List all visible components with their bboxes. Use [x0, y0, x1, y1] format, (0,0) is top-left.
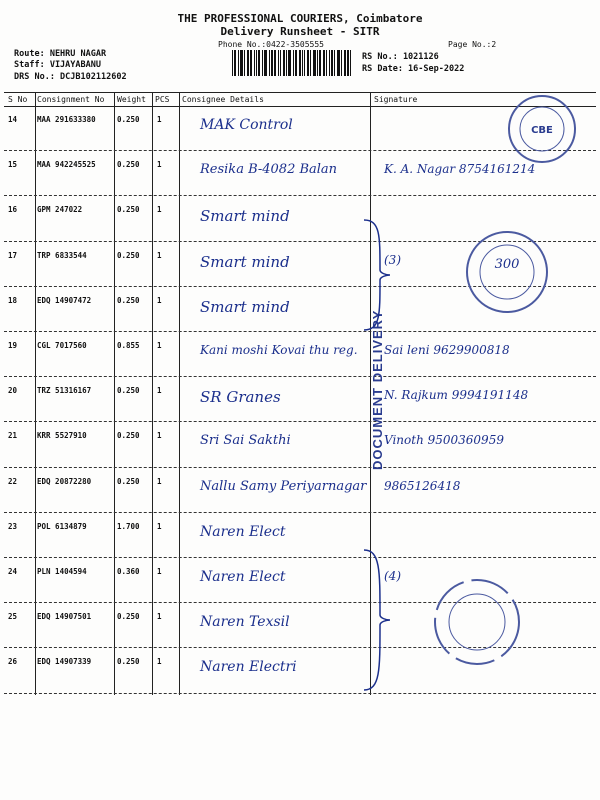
row-sno: 26 [8, 657, 18, 667]
row-consignment-no: PLN 1404594 [37, 567, 87, 576]
row-consignee-handwritten: Sri Sai Sakthi [200, 433, 291, 449]
row-weight: 0.250 [117, 386, 140, 396]
row-consignment-no: EDQ 20872280 [37, 476, 92, 486]
seal-code: CBE [531, 125, 553, 136]
row-signature: Sai leni 9629900818 [384, 343, 510, 357]
row-weight: 1.700 [117, 521, 140, 531]
row-weight: 0.250 [117, 205, 140, 215]
row-sno: 25 [8, 612, 18, 622]
row-signature: (3) [384, 252, 401, 267]
row-consignment-no: KRR 5527910 [37, 431, 87, 441]
courier-seal-mid [463, 228, 551, 316]
row-pcs: 1 [157, 476, 162, 486]
barcode-bar [280, 50, 281, 76]
courier-seal-top [505, 92, 580, 167]
row-signature: Vinoth 9500360959 [384, 433, 504, 448]
row-consignee-handwritten: Nallu Samy Periyarnagar [200, 478, 367, 494]
row-sno: 19 [8, 341, 18, 350]
row-pcs: 1 [157, 521, 162, 531]
row-consignment-no: TRZ 51316167 [37, 386, 92, 396]
row-sno: 22 [8, 476, 18, 486]
row-separator [4, 421, 596, 422]
row-sno: 20 [8, 386, 18, 396]
row-weight: 0.250 [117, 115, 140, 124]
row-consignee-handwritten: Naren Electri [200, 659, 297, 676]
barcode-bar [232, 50, 233, 76]
col-divider [114, 92, 115, 695]
row-pcs: 1 [157, 295, 162, 305]
row-consignee-handwritten: Naren Elect [200, 523, 286, 540]
barcode-bar [295, 50, 297, 76]
row-pcs: 1 [157, 250, 162, 260]
row-pcs: 1 [157, 612, 162, 622]
row-separator [4, 693, 596, 694]
row-sno: 16 [8, 205, 18, 215]
row-sno: 15 [8, 160, 18, 170]
barcode-bar [288, 50, 291, 76]
row-weight: 0.250 [117, 160, 140, 170]
row-consignment-no: EDQ 14907472 [37, 295, 92, 305]
row-consignment-no: TRP 6833544 [37, 250, 87, 260]
drs-number: DRS No.: DCJB102112602 [14, 72, 127, 82]
row-weight: 0.360 [117, 567, 140, 576]
barcode-bar [313, 50, 316, 76]
barcode-bar [317, 50, 318, 76]
row-consignee-handwritten: Naren Texsil [200, 614, 290, 631]
row-sno: 14 [8, 115, 18, 124]
row-consignment-no: MAA 291633380 [37, 115, 96, 124]
row-weight: 0.250 [117, 612, 140, 622]
barcode [232, 50, 354, 76]
barcode-bar [319, 50, 321, 76]
row-separator [4, 557, 596, 558]
row-consignment-no: MAA 942245525 [37, 160, 96, 170]
row-consignment-no: EDQ 14907501 [37, 612, 92, 622]
row-pcs: 1 [157, 431, 162, 441]
page-number: Page No.:2 [448, 40, 497, 49]
row-sno: 24 [8, 567, 18, 576]
row-separator [4, 512, 596, 513]
barcode-bar [234, 50, 236, 76]
row-weight: 0.855 [117, 341, 140, 350]
row-consignee-handwritten: Smart mind [200, 297, 290, 316]
row-weight: 0.250 [117, 657, 140, 667]
row-sno: 23 [8, 521, 18, 531]
barcode-bar [299, 50, 301, 76]
seal-mark: 300 [494, 257, 520, 272]
row-separator [4, 331, 596, 332]
col-header-consignee: Consignee Details [182, 95, 264, 104]
barcode-bar [256, 50, 257, 76]
col-divider [152, 92, 153, 695]
row-consignee-handwritten: Smart mind [200, 252, 290, 271]
row-signature: K. A. Nagar 8754161214 [384, 162, 536, 177]
rs-number: RS No.: 1021126 [362, 52, 439, 62]
row-pcs: 1 [157, 115, 162, 124]
row-sno: 17 [8, 250, 18, 260]
row-pcs: 1 [157, 386, 162, 396]
row-consignment-no: POL 6134879 [37, 521, 87, 531]
barcode-bar [240, 50, 243, 76]
document-delivery-stamp: DOCUMENT DELIVERY [370, 309, 385, 470]
barcode-bar [247, 50, 249, 76]
barcode-bar [331, 50, 333, 76]
col-divider [179, 92, 180, 695]
row-pcs: 1 [157, 567, 162, 576]
barcode-bar [293, 50, 294, 76]
courier-seal-bottom [430, 575, 525, 670]
row-consignment-no: EDQ 14907339 [37, 657, 92, 667]
row-separator [4, 376, 596, 377]
row-consignment-no: CGL 7017560 [37, 341, 87, 350]
row-pcs: 1 [157, 205, 162, 215]
barcode-bar [250, 50, 252, 76]
row-weight: 0.250 [117, 476, 140, 486]
phone-number: Phone No.:0422-3505555 [218, 40, 324, 49]
row-signature: (4) [384, 569, 401, 583]
row-signature: N. Rajkum 9994191148 [384, 388, 529, 403]
row-consignment-no: GPM 247022 [37, 205, 83, 215]
row-signature: 9865126418 [384, 478, 461, 493]
row-pcs: 1 [157, 657, 162, 667]
barcode-bar [264, 50, 267, 76]
group-brace-1 [362, 215, 392, 335]
barcode-bar [307, 50, 309, 76]
barcode-bar [334, 50, 335, 76]
route-label: Route: NEHRU NAGAR [14, 49, 107, 59]
barcode-bar [244, 50, 245, 76]
barcode-bar [274, 50, 276, 76]
barcode-bar [262, 50, 263, 76]
col-divider [35, 92, 36, 695]
row-weight: 0.250 [117, 295, 140, 305]
row-consignee-handwritten: MAK Control [200, 117, 293, 133]
row-consignee-handwritten: Resika B-4082 Balan [200, 162, 338, 178]
barcode-bar [337, 50, 340, 76]
barcode-bar [278, 50, 279, 76]
row-pcs: 1 [157, 341, 162, 350]
barcode-bar [323, 50, 325, 76]
runsheet-subtitle: Delivery Runsheet - SITR [220, 25, 380, 38]
barcode-bar [310, 50, 311, 76]
row-weight: 0.250 [117, 250, 140, 260]
row-sno: 21 [8, 431, 18, 441]
barcode-bar [238, 50, 239, 76]
group-brace-2 [362, 545, 392, 695]
barcode-bar [269, 50, 270, 76]
col-header-signature: Signature [374, 95, 418, 104]
row-weight: 0.250 [117, 431, 140, 441]
row-consignee-handwritten: Naren Elect [200, 569, 286, 585]
barcode-bar [326, 50, 327, 76]
row-separator [4, 467, 596, 468]
barcode-bar [258, 50, 260, 76]
row-consignee-handwritten: Kani moshi Kovai thu reg. [200, 343, 358, 357]
barcode-bar [286, 50, 287, 76]
row-consignee-handwritten: Smart mind [200, 207, 290, 226]
row-separator [4, 195, 596, 196]
col-header-weight: Weight [117, 95, 146, 104]
company-title: THE PROFESSIONAL COURIERS, Coimbatore [177, 12, 423, 25]
row-sno: 18 [8, 295, 18, 305]
barcode-bar [329, 50, 330, 76]
col-header-consignment: Consignment No [37, 95, 105, 104]
barcode-bar [347, 50, 349, 76]
col-header-pcs: PCS [155, 95, 170, 104]
barcode-bar [302, 50, 303, 76]
barcode-bar [283, 50, 285, 76]
rs-date: RS Date: 16-Sep-2022 [362, 64, 465, 74]
barcode-bar [304, 50, 305, 76]
barcode-bar [254, 50, 255, 76]
row-consignee-handwritten: SR Granes [200, 388, 281, 407]
barcode-bar [341, 50, 342, 76]
staff-label: Staff: VIJAYABANU [14, 60, 101, 70]
barcode-bar [344, 50, 346, 76]
row-pcs: 1 [157, 160, 162, 170]
barcode-bar [271, 50, 273, 76]
col-header-sno: S No [8, 95, 28, 104]
barcode-bar [350, 50, 351, 76]
